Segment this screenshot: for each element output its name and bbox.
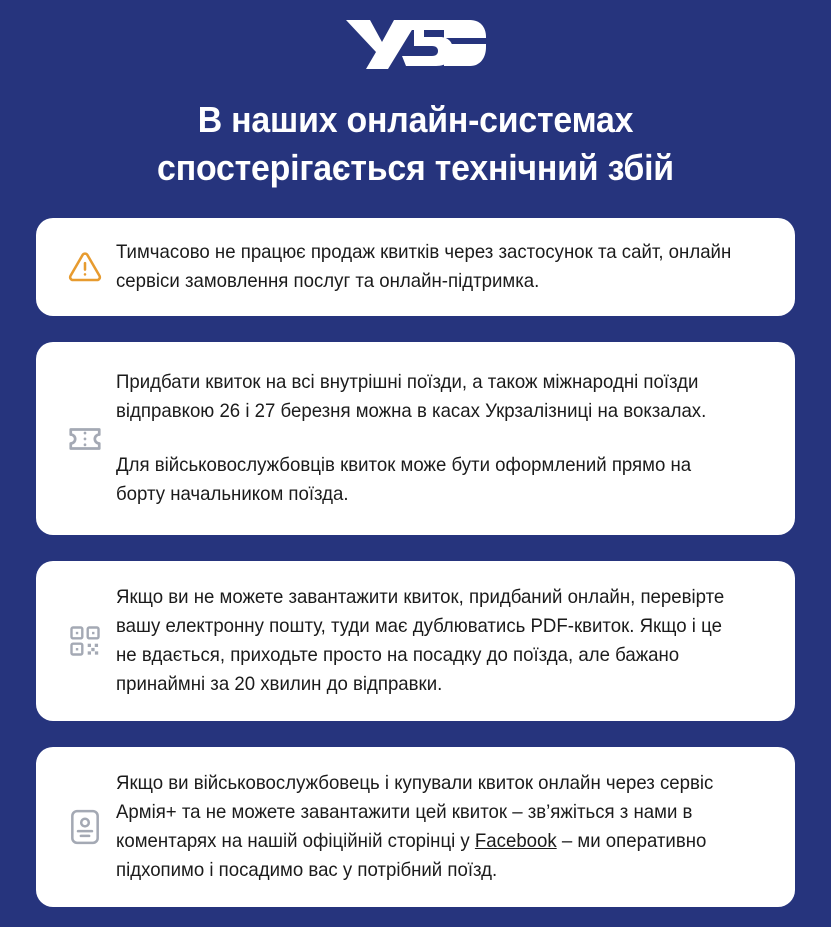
info-card-military-support bbox=[36, 747, 795, 907]
qr-code-icon bbox=[54, 623, 116, 659]
page-title-line-1: В наших онлайн-системах bbox=[197, 99, 634, 140]
info-card-paragraph: Придбати квиток на всі внутрішні поїзди, а також міжнародні поїзди відправкою 26 і 27 березня можна в касах Укрзалізниці на вокзалах. bbox=[116, 371, 707, 422]
info-card-text bbox=[116, 368, 743, 509]
info-card-paragraph: Якщо ви не можете завантажити квиток, придбаний онлайн, перевірте вашу електронну пошту, туди має дублюватись PDF-квиток. Якщо і це не вдається, приходьте просто на посадку до поїзда, але бажано принаймні за 20 хвилин до відправки. bbox=[116, 586, 725, 695]
paragraph-text-after-link: – ми оперативно підхопимо і посадимо вас у потрібний поїзд. bbox=[116, 830, 707, 881]
info-card-service-outage bbox=[36, 218, 795, 316]
facebook-link[interactable]: Facebook bbox=[474, 830, 557, 852]
logo-container bbox=[0, 0, 831, 74]
warning-triangle-icon bbox=[54, 250, 116, 284]
id-card-icon bbox=[54, 808, 116, 846]
info-card-paragraph bbox=[116, 769, 743, 885]
uz-logo bbox=[344, 17, 488, 69]
info-card-pdf-ticket bbox=[36, 561, 795, 721]
ticket-icon bbox=[54, 420, 116, 458]
info-card-paragraph: Для військовослужбовців квиток може бути оформлений прямо на борту начальником поїзда. bbox=[116, 454, 692, 505]
info-card-text bbox=[116, 769, 743, 885]
info-card-text bbox=[116, 238, 743, 296]
info-card-list bbox=[0, 192, 831, 927]
info-card-paragraph: Тимчасово не працює продаж квитків через застосунок та сайт, онлайн сервіси замовлення послуг та онлайн-підтримка. bbox=[116, 241, 732, 292]
info-card-ticket-offices bbox=[36, 342, 795, 535]
page-title bbox=[25, 74, 806, 192]
paragraph-text-before-link: Якщо ви військовослужбовець і купували квиток онлайн через сервіс Армія+ та не можете завантажити цей квиток – зв’яжіться з нами в коментарях на нашій офіційній сторінці у bbox=[116, 772, 714, 852]
info-card-text bbox=[116, 583, 743, 699]
page-title-line-2: спостерігається технічний збій bbox=[157, 147, 674, 188]
